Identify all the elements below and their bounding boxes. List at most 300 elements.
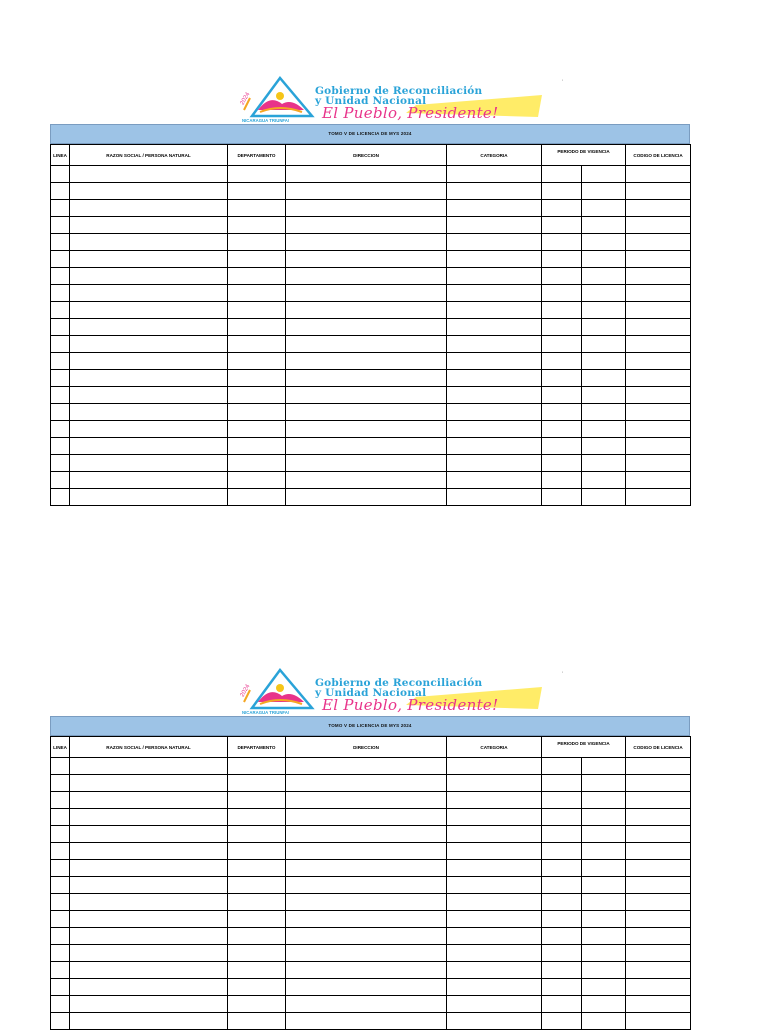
cell-departamento[interactable] [228,996,286,1013]
cell-linea[interactable] [51,894,70,911]
cell-razon-social[interactable] [70,860,228,877]
cell-linea[interactable] [51,979,70,996]
cell-categoria[interactable] [447,370,542,387]
cell-razon-social[interactable] [70,962,228,979]
cell-departamento[interactable] [228,421,286,438]
cell-periodo-desde[interactable] [542,792,582,809]
cell-departamento[interactable] [228,268,286,285]
cell-direccion[interactable] [286,945,447,962]
cell-categoria[interactable] [447,285,542,302]
cell-departamento[interactable] [228,251,286,268]
cell-categoria[interactable] [447,979,542,996]
cell-linea[interactable] [51,843,70,860]
cell-periodo-desde[interactable] [542,336,582,353]
cell-direccion[interactable] [286,758,447,775]
cell-direccion[interactable] [286,894,447,911]
cell-departamento[interactable] [228,166,286,183]
cell-razon-social[interactable] [70,911,228,928]
cell-periodo-desde[interactable] [542,489,582,506]
cell-categoria[interactable] [447,387,542,404]
cell-categoria[interactable] [447,251,542,268]
cell-direccion[interactable] [286,404,447,421]
cell-razon-social[interactable] [70,200,228,217]
cell-categoria[interactable] [447,438,542,455]
cell-categoria[interactable] [447,911,542,928]
cell-direccion[interactable] [286,792,447,809]
logo-ring-text: NICARAGUA TRIUNFA! [242,710,290,715]
cell-razon-social[interactable] [70,455,228,472]
license-form-page-2 [50,668,690,1030]
cell-periodo-hasta[interactable] [582,928,626,945]
cell-categoria[interactable] [447,843,542,860]
cell-departamento[interactable] [228,979,286,996]
cell-departamento[interactable] [228,945,286,962]
cell-categoria[interactable] [447,200,542,217]
cell-periodo-desde[interactable] [542,319,582,336]
cell-codigo[interactable] [626,843,691,860]
cell-direccion[interactable] [286,775,447,792]
cell-categoria[interactable] [447,234,542,251]
cell-razon-social[interactable] [70,217,228,234]
table-header-row [51,737,691,758]
cell-linea[interactable] [51,860,70,877]
cell-categoria[interactable] [447,217,542,234]
cell-direccion[interactable] [286,489,447,506]
cell-razon-social[interactable] [70,792,228,809]
cell-periodo-hasta[interactable] [582,217,626,234]
cell-departamento[interactable] [228,928,286,945]
cell-periodo-hasta[interactable] [582,166,626,183]
table-row [51,775,691,792]
cell-periodo-desde[interactable] [542,200,582,217]
cell-linea[interactable] [51,251,70,268]
table-row [51,166,691,183]
cell-codigo[interactable] [626,455,691,472]
cell-direccion[interactable] [286,251,447,268]
cell-direccion[interactable] [286,928,447,945]
cell-linea[interactable] [51,302,70,319]
cell-linea[interactable] [51,792,70,809]
cell-periodo-hasta[interactable] [582,455,626,472]
cell-categoria[interactable] [447,336,542,353]
cell-razon-social[interactable] [70,894,228,911]
cell-razon-social[interactable] [70,758,228,775]
cell-categoria[interactable] [447,758,542,775]
cell-direccion[interactable] [286,166,447,183]
cell-categoria[interactable] [447,489,542,506]
cell-codigo[interactable] [626,319,691,336]
cell-codigo[interactable] [626,1013,691,1030]
cell-periodo-desde[interactable] [542,826,582,843]
table-row [51,911,691,928]
cell-periodo-desde[interactable] [542,860,582,877]
cell-linea[interactable] [51,234,70,251]
cell-periodo-hasta[interactable] [582,979,626,996]
cell-periodo-hasta[interactable] [582,370,626,387]
cell-linea[interactable] [51,336,70,353]
cell-periodo-hasta[interactable] [582,472,626,489]
cell-codigo[interactable] [626,489,691,506]
cell-linea[interactable] [51,809,70,826]
cell-linea[interactable] [51,962,70,979]
cell-codigo[interactable] [626,438,691,455]
cell-departamento[interactable] [228,826,286,843]
cell-categoria[interactable] [447,404,542,421]
cell-periodo-desde[interactable] [542,758,582,775]
cell-departamento[interactable] [228,758,286,775]
cell-direccion[interactable] [286,387,447,404]
cell-razon-social[interactable] [70,979,228,996]
cell-periodo-desde[interactable] [542,268,582,285]
cell-codigo[interactable] [626,945,691,962]
cell-direccion[interactable] [286,979,447,996]
cell-periodo-desde[interactable] [542,472,582,489]
cell-codigo[interactable] [626,234,691,251]
cell-codigo[interactable] [626,302,691,319]
cell-linea[interactable] [51,472,70,489]
cell-departamento[interactable] [228,217,286,234]
cell-codigo[interactable] [626,826,691,843]
cell-codigo[interactable] [626,911,691,928]
cell-razon-social[interactable] [70,945,228,962]
cell-periodo-hasta[interactable] [582,945,626,962]
cell-periodo-desde[interactable] [542,183,582,200]
cell-periodo-desde[interactable] [542,285,582,302]
cell-departamento[interactable] [228,285,286,302]
cell-periodo-desde[interactable] [542,217,582,234]
cell-linea[interactable] [51,489,70,506]
cell-departamento[interactable] [228,1013,286,1030]
cell-codigo[interactable] [626,200,691,217]
cell-linea[interactable] [51,421,70,438]
cell-periodo-hasta[interactable] [582,843,626,860]
cell-codigo[interactable] [626,894,691,911]
cell-periodo-hasta[interactable] [582,268,626,285]
cell-departamento[interactable] [228,200,286,217]
cell-codigo[interactable] [626,268,691,285]
cell-categoria[interactable] [447,455,542,472]
cell-departamento[interactable] [228,370,286,387]
cell-categoria[interactable] [447,945,542,962]
column-header-periodo: PERIODO DE VIGENCIA [542,145,626,166]
cell-linea[interactable] [51,370,70,387]
cell-direccion[interactable] [286,319,447,336]
cell-linea[interactable] [51,438,70,455]
cell-departamento[interactable] [228,860,286,877]
cell-periodo-hasta[interactable] [582,996,626,1013]
cell-categoria[interactable] [447,775,542,792]
cell-periodo-desde[interactable] [542,843,582,860]
cell-departamento[interactable] [228,809,286,826]
cell-periodo-desde[interactable] [542,387,582,404]
cell-codigo[interactable] [626,166,691,183]
cell-categoria[interactable] [447,860,542,877]
column-header-periodo: PERIODO DE VIGENCIA [542,737,626,758]
cell-periodo-desde[interactable] [542,455,582,472]
cell-razon-social[interactable] [70,336,228,353]
cell-direccion[interactable] [286,421,447,438]
cell-periodo-desde[interactable] [542,877,582,894]
cell-departamento[interactable] [228,404,286,421]
cell-direccion[interactable] [286,877,447,894]
cell-codigo[interactable] [626,353,691,370]
cell-periodo-hasta[interactable] [582,285,626,302]
cell-linea[interactable] [51,217,70,234]
cell-razon-social[interactable] [70,251,228,268]
cell-periodo-desde[interactable] [542,809,582,826]
cell-direccion[interactable] [286,826,447,843]
cell-direccion[interactable] [286,962,447,979]
cell-periodo-desde[interactable] [542,370,582,387]
cell-razon-social[interactable] [70,1013,228,1030]
cell-departamento[interactable] [228,962,286,979]
column-header-direccion: DIRECCION [286,737,447,758]
cell-linea[interactable] [51,404,70,421]
cell-direccion[interactable] [286,183,447,200]
cell-periodo-hasta[interactable] [582,962,626,979]
cell-linea[interactable] [51,319,70,336]
cell-linea[interactable] [51,775,70,792]
cell-codigo[interactable] [626,251,691,268]
cell-direccion[interactable] [286,336,447,353]
cell-codigo[interactable] [626,962,691,979]
cell-linea[interactable] [51,1013,70,1030]
cell-periodo-desde[interactable] [542,353,582,370]
cell-codigo[interactable] [626,809,691,826]
cell-departamento[interactable] [228,877,286,894]
cell-direccion[interactable] [286,217,447,234]
cell-categoria[interactable] [447,826,542,843]
cell-linea[interactable] [51,387,70,404]
cell-razon-social[interactable] [70,268,228,285]
cell-periodo-hasta[interactable] [582,860,626,877]
cell-periodo-desde[interactable] [542,166,582,183]
cell-periodo-hasta[interactable] [582,234,626,251]
cell-periodo-desde[interactable] [542,404,582,421]
cell-direccion[interactable] [286,370,447,387]
cell-razon-social[interactable] [70,826,228,843]
cell-direccion[interactable] [286,285,447,302]
cell-departamento[interactable] [228,843,286,860]
cell-linea[interactable] [51,285,70,302]
cell-linea[interactable] [51,826,70,843]
cell-razon-social[interactable] [70,387,228,404]
cell-categoria[interactable] [447,421,542,438]
cell-periodo-hasta[interactable] [582,200,626,217]
cell-razon-social[interactable] [70,370,228,387]
cell-razon-social[interactable] [70,843,228,860]
cell-periodo-desde[interactable] [542,438,582,455]
column-header-linea: LINEA [51,145,70,166]
cell-direccion[interactable] [286,302,447,319]
cell-direccion[interactable] [286,234,447,251]
cell-direccion[interactable] [286,438,447,455]
cell-codigo[interactable] [626,336,691,353]
cell-periodo-desde[interactable] [542,1013,582,1030]
cell-linea[interactable] [51,996,70,1013]
cell-categoria[interactable] [447,962,542,979]
cell-direccion[interactable] [286,809,447,826]
cell-direccion[interactable] [286,455,447,472]
cell-categoria[interactable] [447,894,542,911]
cell-direccion[interactable] [286,860,447,877]
cell-razon-social[interactable] [70,928,228,945]
cell-razon-social[interactable] [70,809,228,826]
cell-linea[interactable] [51,455,70,472]
cell-departamento[interactable] [228,911,286,928]
cell-departamento[interactable] [228,319,286,336]
cell-codigo[interactable] [626,183,691,200]
cell-codigo[interactable] [626,877,691,894]
cell-categoria[interactable] [447,319,542,336]
cell-linea[interactable] [51,911,70,928]
cell-periodo-hasta[interactable] [582,911,626,928]
cell-razon-social[interactable] [70,234,228,251]
cell-codigo[interactable] [626,370,691,387]
cell-periodo-desde[interactable] [542,894,582,911]
cell-codigo[interactable] [626,792,691,809]
cell-direccion[interactable] [286,996,447,1013]
cell-periodo-desde[interactable] [542,979,582,996]
cell-linea[interactable] [51,183,70,200]
cell-periodo-hasta[interactable] [582,438,626,455]
cell-periodo-desde[interactable] [542,962,582,979]
cell-categoria[interactable] [447,472,542,489]
cell-linea[interactable] [51,877,70,894]
column-header-codigo: CODIGO DE LICENCIA [626,145,691,166]
cell-periodo-desde[interactable] [542,945,582,962]
cell-categoria[interactable] [447,268,542,285]
cell-razon-social[interactable] [70,877,228,894]
cell-codigo[interactable] [626,404,691,421]
cell-direccion[interactable] [286,353,447,370]
cell-razon-social[interactable] [70,472,228,489]
cell-categoria[interactable] [447,183,542,200]
cell-departamento[interactable] [228,489,286,506]
cell-periodo-desde[interactable] [542,775,582,792]
cell-periodo-hasta[interactable] [582,302,626,319]
cell-periodo-desde[interactable] [542,302,582,319]
cell-razon-social[interactable] [70,302,228,319]
cell-departamento[interactable] [228,455,286,472]
cell-periodo-hasta[interactable] [582,404,626,421]
cell-departamento[interactable] [228,438,286,455]
cell-direccion[interactable] [286,1013,447,1030]
cell-departamento[interactable] [228,234,286,251]
cell-periodo-desde[interactable] [542,996,582,1013]
cell-periodo-hasta[interactable] [582,387,626,404]
cell-departamento[interactable] [228,302,286,319]
cell-razon-social[interactable] [70,319,228,336]
cell-departamento[interactable] [228,792,286,809]
cell-linea[interactable] [51,353,70,370]
cell-categoria[interactable] [447,792,542,809]
cell-categoria[interactable] [447,996,542,1013]
cell-periodo-hasta[interactable] [582,489,626,506]
cell-periodo-hasta[interactable] [582,809,626,826]
cell-periodo-hasta[interactable] [582,792,626,809]
cell-direccion[interactable] [286,843,447,860]
cell-codigo[interactable] [626,758,691,775]
cell-periodo-hasta[interactable] [582,353,626,370]
cell-periodo-desde[interactable] [542,234,582,251]
cell-departamento[interactable] [228,353,286,370]
cell-periodo-desde[interactable] [542,928,582,945]
cell-departamento[interactable] [228,387,286,404]
cell-razon-social[interactable] [70,438,228,455]
cell-periodo-hasta[interactable] [582,421,626,438]
cell-codigo[interactable] [626,421,691,438]
cell-periodo-hasta[interactable] [582,183,626,200]
cell-codigo[interactable] [626,387,691,404]
cell-linea[interactable] [51,166,70,183]
cell-razon-social[interactable] [70,285,228,302]
cell-direccion[interactable] [286,200,447,217]
cell-linea[interactable] [51,758,70,775]
cell-departamento[interactable] [228,775,286,792]
cell-codigo[interactable] [626,285,691,302]
cell-periodo-hasta[interactable] [582,758,626,775]
cell-razon-social[interactable] [70,166,228,183]
cell-categoria[interactable] [447,166,542,183]
cell-razon-social[interactable] [70,404,228,421]
cell-razon-social[interactable] [70,421,228,438]
table-row [51,877,691,894]
cell-periodo-desde[interactable] [542,911,582,928]
cell-periodo-hasta[interactable] [582,319,626,336]
cell-periodo-hasta[interactable] [582,775,626,792]
cell-direccion[interactable] [286,911,447,928]
cell-codigo[interactable] [626,928,691,945]
cell-codigo[interactable] [626,217,691,234]
cell-codigo[interactable] [626,860,691,877]
cell-periodo-hasta[interactable] [582,826,626,843]
cell-linea[interactable] [51,945,70,962]
cell-categoria[interactable] [447,1013,542,1030]
cell-departamento[interactable] [228,472,286,489]
cell-codigo[interactable] [626,472,691,489]
cell-periodo-desde[interactable] [542,421,582,438]
cell-periodo-hasta[interactable] [582,877,626,894]
cell-direccion[interactable] [286,472,447,489]
cell-codigo[interactable] [626,996,691,1013]
cell-periodo-hasta[interactable] [582,1013,626,1030]
cell-codigo[interactable] [626,979,691,996]
cell-periodo-hasta[interactable] [582,336,626,353]
cell-razon-social[interactable] [70,996,228,1013]
cell-categoria[interactable] [447,877,542,894]
cell-periodo-hasta[interactable] [582,894,626,911]
cell-periodo-hasta[interactable] [582,251,626,268]
cell-razon-social[interactable] [70,775,228,792]
cell-razon-social[interactable] [70,489,228,506]
cell-categoria[interactable] [447,353,542,370]
cell-departamento[interactable] [228,336,286,353]
cell-razon-social[interactable] [70,353,228,370]
cell-periodo-desde[interactable] [542,251,582,268]
cell-departamento[interactable] [228,894,286,911]
cell-linea[interactable] [51,200,70,217]
cell-categoria[interactable] [447,302,542,319]
cell-departamento[interactable] [228,183,286,200]
cell-linea[interactable] [51,268,70,285]
cell-linea[interactable] [51,928,70,945]
cell-categoria[interactable] [447,928,542,945]
cell-razon-social[interactable] [70,183,228,200]
cell-codigo[interactable] [626,775,691,792]
cell-categoria[interactable] [447,809,542,826]
cell-direccion[interactable] [286,268,447,285]
